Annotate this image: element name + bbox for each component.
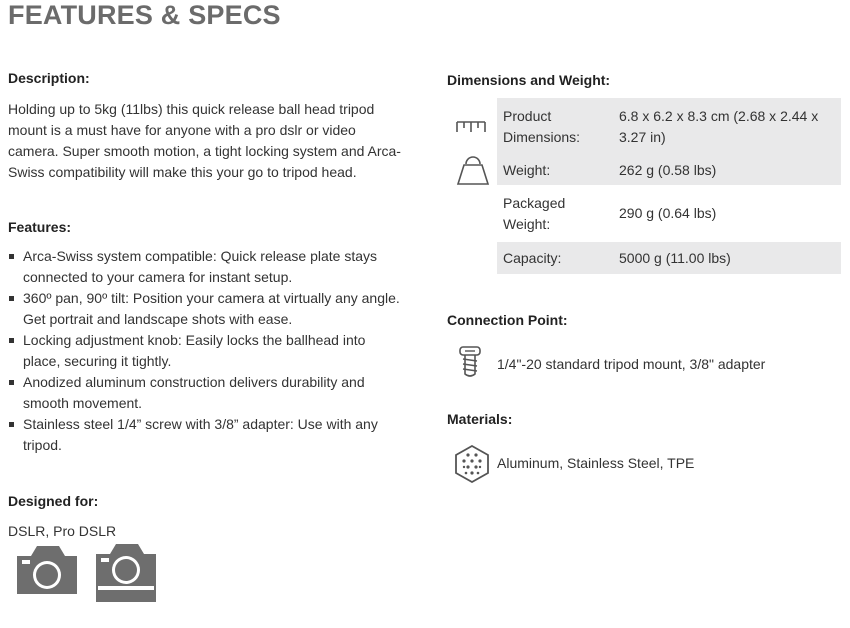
spec-label: Capacity: [503, 249, 562, 266]
screw-icon [457, 346, 483, 378]
dslr-camera-icon [15, 542, 79, 604]
hexagon-mesh-icon [454, 445, 490, 483]
page-title: FEATURES & SPECS [8, 0, 281, 30]
description-heading: Description: [8, 70, 90, 86]
list-item: Anodized aluminum construction delivers durability and smooth movement. [8, 372, 403, 414]
spec-value: 6.8 x 6.2 x 8.3 cm (2.68 x 2.44 x 3.27 in) [619, 107, 819, 145]
designed-for-heading: Designed for: [8, 493, 99, 509]
features-list [8, 246, 403, 456]
weight-icon [456, 156, 490, 186]
ruler-icon [456, 120, 486, 134]
dimensions-table [497, 98, 841, 274]
materials-heading: Materials: [447, 411, 513, 427]
dimensions-heading: Dimensions and Weight: [447, 72, 611, 88]
spec-value: 290 g (0.64 lbs) [619, 205, 717, 221]
connection-heading: Connection Point: [447, 312, 568, 328]
spec-value: 262 g (0.58 lbs) [619, 161, 717, 178]
list-item: Stainless steel 1/4” screw with 3/8” adapter: Use with any tripod. [8, 414, 403, 456]
table-row [497, 185, 841, 242]
designed-for-text: DSLR, Pro DSLR [8, 523, 117, 539]
table-row [497, 98, 841, 155]
spec-label: Packaged Weight: [503, 194, 566, 232]
features-heading: Features: [8, 219, 72, 235]
table-row [497, 155, 841, 185]
connection-text: 1/4"-20 standard tripod mount, 3/8" adapter [497, 356, 766, 372]
spec-label: Weight: [503, 161, 551, 178]
materials-text: Aluminum, Stainless Steel, TPE [497, 455, 695, 471]
list-item: 360º pan, 90º tilt: Position your camera at virtually any angle. Get portrait and landscape shots with ease. [8, 288, 403, 330]
list-item: Arca-Swiss system compatible: Quick release plate stays connected to your camera for instant setup. [8, 246, 403, 288]
spec-value: 5000 g (11.00 lbs) [619, 249, 731, 266]
list-item: Locking adjustment knob: Easily locks the ballhead into place, securing it tightly. [8, 330, 403, 372]
spec-label: Product Dimensions: [503, 107, 581, 145]
description-text: Holding up to 5kg (11lbs) this quick release ball head tripod mount is a must have for anyone with a pro dslr or video camera. Super smooth motion, a tight locking system and Arca-Swiss compatibility will make this your go to tripod head. [8, 101, 401, 180]
pro-dslr-camera-icon [94, 542, 158, 604]
table-row [497, 242, 841, 274]
